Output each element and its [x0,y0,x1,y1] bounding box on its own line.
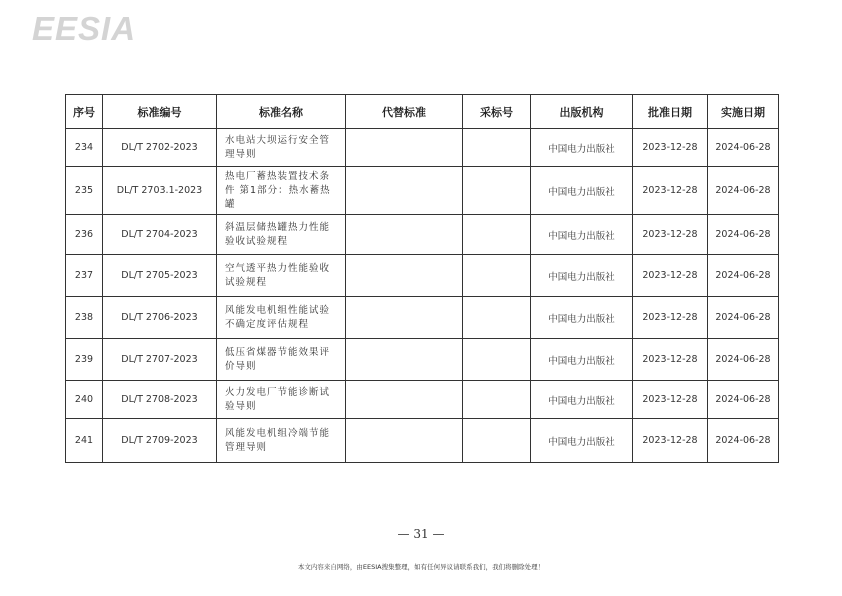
header-name: 标准名称 [217,95,346,129]
cell-code: DL/T 2702-2023 [103,129,217,167]
cell-adopted [463,129,531,167]
cell-adopted [463,381,531,419]
cell-code: DL/T 2704-2023 [103,215,217,255]
cell-name: 风能发电机组性能试验不确定度评估规程 [217,297,346,339]
cell-code: DL/T 2703.1-2023 [103,167,217,215]
cell-approved: 2023-12-28 [633,419,708,463]
cell-no: 236 [66,215,103,255]
cell-replaces [346,215,463,255]
cell-approved: 2023-12-28 [633,339,708,381]
cell-name: 低压省煤器节能效果评价导则 [217,339,346,381]
cell-code: DL/T 2708-2023 [103,381,217,419]
cell-code: DL/T 2705-2023 [103,255,217,297]
header-approved: 批准日期 [633,95,708,129]
cell-name: 火力发电厂节能诊断试验导则 [217,381,346,419]
table-row [66,297,779,339]
cell-effective: 2024-06-28 [708,167,779,215]
cell-no: 240 [66,381,103,419]
cell-adopted [463,167,531,215]
cell-effective: 2024-06-28 [708,215,779,255]
table-row [66,381,779,419]
cell-adopted [463,215,531,255]
cell-publisher: 中国电力出版社 [531,215,633,255]
table-row [66,215,779,255]
table-header-row [66,95,779,129]
cell-approved: 2023-12-28 [633,381,708,419]
cell-name: 风能发电机组冷端节能管理导则 [217,419,346,463]
cell-publisher: 中国电力出版社 [531,167,633,215]
eesia-logo: EESIA [32,10,137,47]
header-code: 标准编号 [103,95,217,129]
cell-approved: 2023-12-28 [633,167,708,215]
table-row [66,255,779,297]
page-number: — 31 — [397,527,445,541]
cell-name: 斜温层储热罐热力性能验收试验规程 [217,215,346,255]
cell-code: DL/T 2709-2023 [103,419,217,463]
cell-publisher: 中国电力出版社 [531,419,633,463]
cell-approved: 2023-12-28 [633,129,708,167]
cell-adopted [463,419,531,463]
table-row [66,129,779,167]
cell-publisher: 中国电力出版社 [531,255,633,297]
header-no: 序号 [66,95,103,129]
cell-name: 空气透平热力性能验收试验规程 [217,255,346,297]
cell-no: 235 [66,167,103,215]
cell-replaces [346,129,463,167]
cell-replaces [346,255,463,297]
cell-replaces [346,419,463,463]
header-adopted: 采标号 [463,95,531,129]
cell-adopted [463,339,531,381]
cell-adopted [463,297,531,339]
cell-publisher: 中国电力出版社 [531,129,633,167]
cell-name: 水电站大坝运行安全管理导则 [217,129,346,167]
table-row [66,167,779,215]
cell-no: 241 [66,419,103,463]
cell-code: DL/T 2707-2023 [103,339,217,381]
cell-publisher: 中国电力出版社 [531,297,633,339]
table-row [66,419,779,463]
cell-effective: 2024-06-28 [708,419,779,463]
header-publisher: 出版机构 [531,95,633,129]
cell-replaces [346,167,463,215]
table-row [66,339,779,381]
cell-effective: 2024-06-28 [708,381,779,419]
header-replaces: 代替标准 [346,95,463,129]
cell-replaces [346,339,463,381]
cell-replaces [346,381,463,419]
cell-effective: 2024-06-28 [708,297,779,339]
cell-approved: 2023-12-28 [633,255,708,297]
header-effective: 实施日期 [708,95,779,129]
cell-effective: 2024-06-28 [708,339,779,381]
cell-no: 239 [66,339,103,381]
footer-note: 本文内容来自网络，由EESIA搜集整理，如有任何异议请联系我们，我们将删除处理！ [297,563,545,571]
cell-effective: 2024-06-28 [708,129,779,167]
cell-adopted [463,255,531,297]
standards-table [65,94,779,463]
cell-no: 238 [66,297,103,339]
cell-approved: 2023-12-28 [633,297,708,339]
cell-effective: 2024-06-28 [708,255,779,297]
cell-replaces [346,297,463,339]
cell-approved: 2023-12-28 [633,215,708,255]
cell-publisher: 中国电力出版社 [531,381,633,419]
cell-name: 热电厂蓄热装置技术条件 第1部分：热水蓄热罐 [217,167,346,215]
cell-no: 234 [66,129,103,167]
cell-no: 237 [66,255,103,297]
cell-publisher: 中国电力出版社 [531,339,633,381]
cell-code: DL/T 2706-2023 [103,297,217,339]
